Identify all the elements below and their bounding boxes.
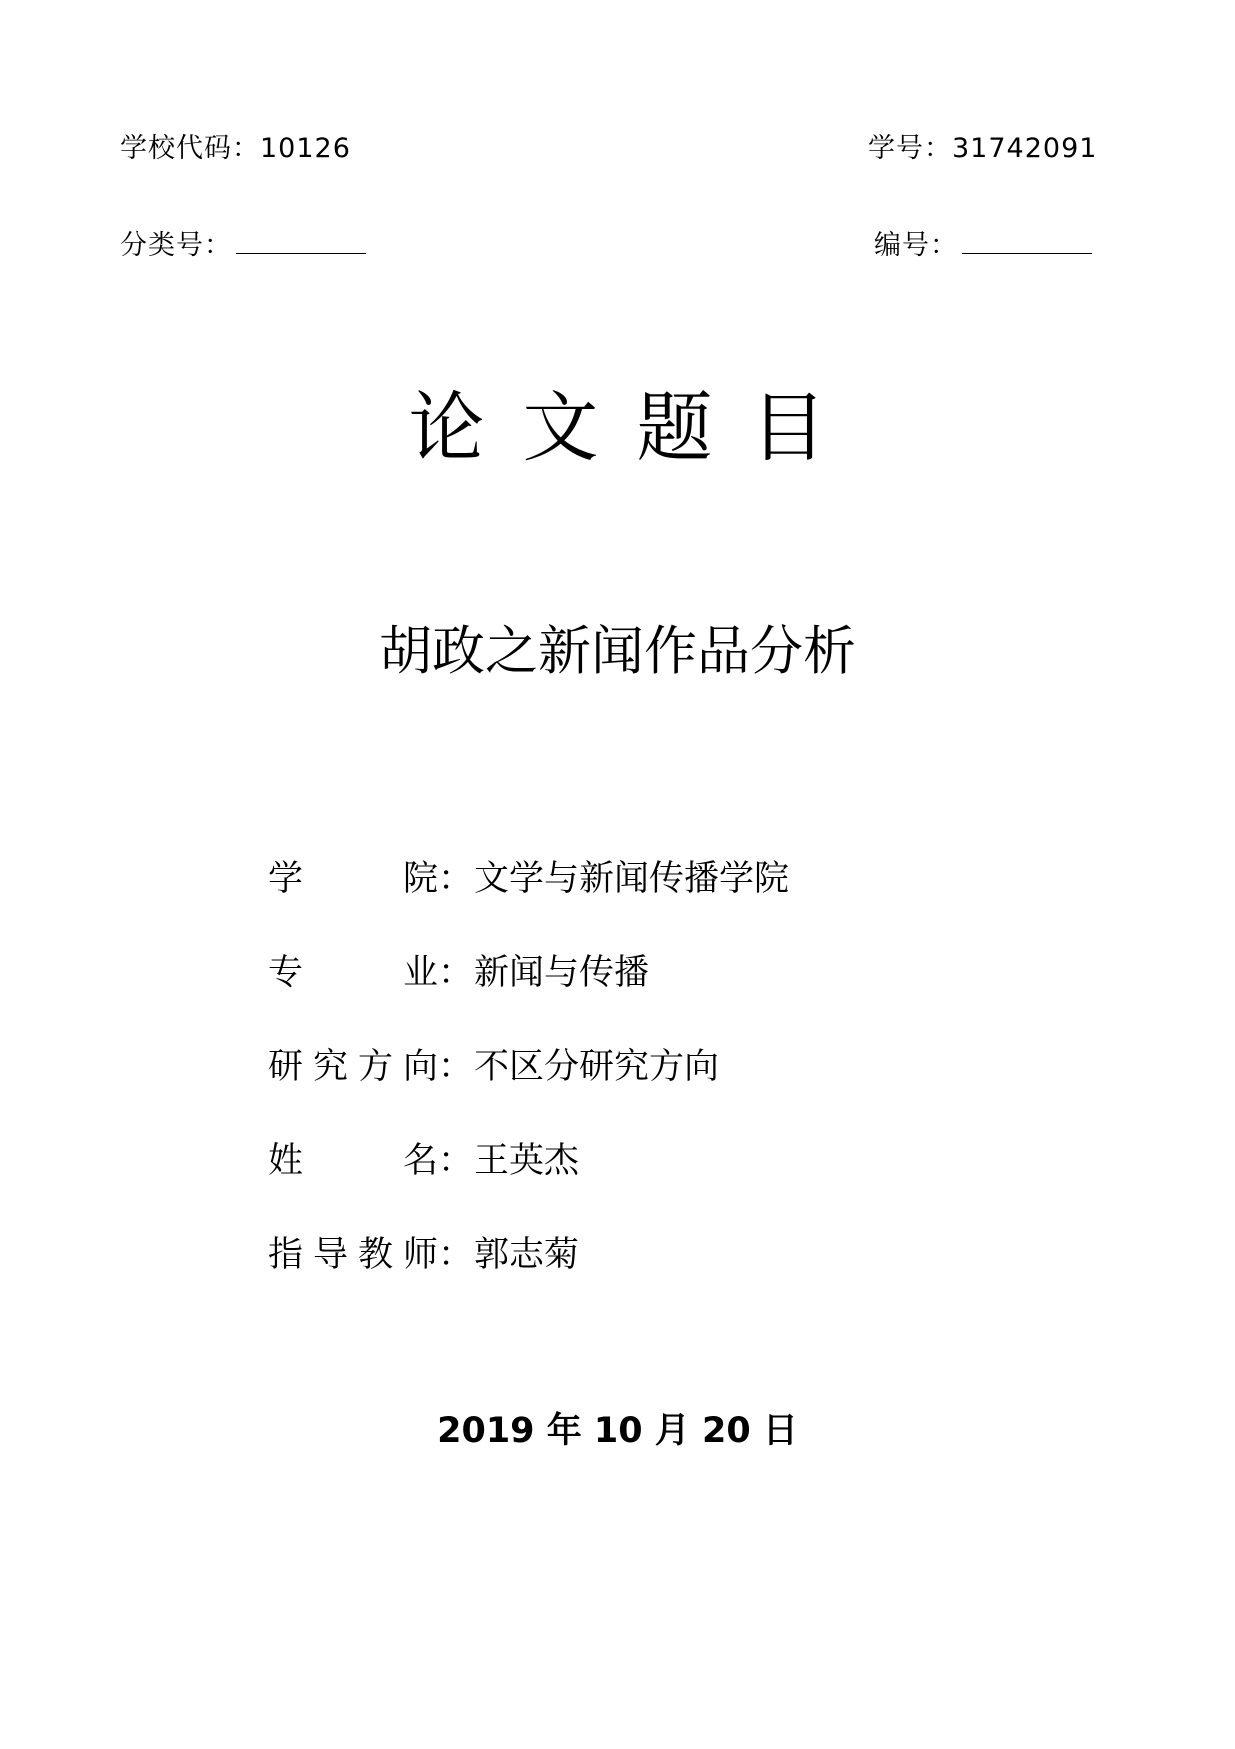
info-colon: ： [438, 953, 474, 993]
student-id-value: 31742091 [952, 133, 1098, 164]
info-label [268, 953, 438, 993]
info-row [268, 953, 789, 1050]
page-heading: 论文题目 [408, 383, 865, 472]
info-label-char: 向 [402, 1047, 438, 1087]
info-label-char: 指 [268, 1235, 304, 1275]
submission-date: 2019 年 10 月 20 日 [437, 1411, 798, 1451]
info-label [268, 859, 438, 899]
info-label-char: 业 [402, 953, 438, 993]
info-colon: ： [438, 1235, 474, 1275]
info-label-char: 名 [402, 1141, 438, 1181]
classification-label: 分类号： [120, 230, 232, 261]
info-label-char: 导 [312, 1235, 348, 1275]
info-value: 不区分研究方向 [474, 1047, 720, 1087]
school-code-label: 学校代码： [120, 133, 260, 164]
thesis-title: 胡政之新闻作品分析 [379, 621, 856, 682]
info-label-char: 学 [268, 859, 304, 899]
info-colon: ： [438, 859, 474, 899]
info-colon: ： [438, 1047, 474, 1087]
info-label-char: 究 [312, 1047, 348, 1087]
info-label-char: 方 [357, 1047, 393, 1087]
info-block [268, 859, 790, 1332]
info-label [268, 1235, 438, 1275]
school-code [120, 135, 351, 162]
info-value: 文学与新闻传播学院 [474, 859, 790, 899]
info-label-char: 姓 [268, 1141, 304, 1181]
info-value: 新闻与传播 [474, 953, 650, 993]
info-label-char: 师 [402, 1235, 438, 1275]
info-label-char: 教 [357, 1235, 393, 1275]
info-row [268, 1047, 789, 1144]
info-row [268, 1235, 789, 1332]
info-value: 郭志菊 [474, 1235, 580, 1275]
serial-number [874, 232, 1092, 259]
info-row [268, 1141, 789, 1238]
serial-label: 编号： [874, 230, 958, 261]
info-label [268, 1047, 438, 1087]
classification-blank-line [236, 233, 366, 254]
info-label-char: 专 [268, 953, 304, 993]
student-id-label: 学号： [868, 133, 952, 164]
classification-number [120, 232, 366, 259]
info-colon: ： [438, 1141, 474, 1181]
info-label-char: 院 [402, 859, 438, 899]
school-code-value: 10126 [260, 133, 351, 164]
info-value: 王英杰 [474, 1141, 580, 1181]
info-row [268, 859, 790, 956]
info-label-char: 研 [268, 1047, 304, 1087]
student-id [868, 135, 1097, 162]
info-label [268, 1141, 438, 1181]
serial-blank-line [962, 233, 1092, 254]
